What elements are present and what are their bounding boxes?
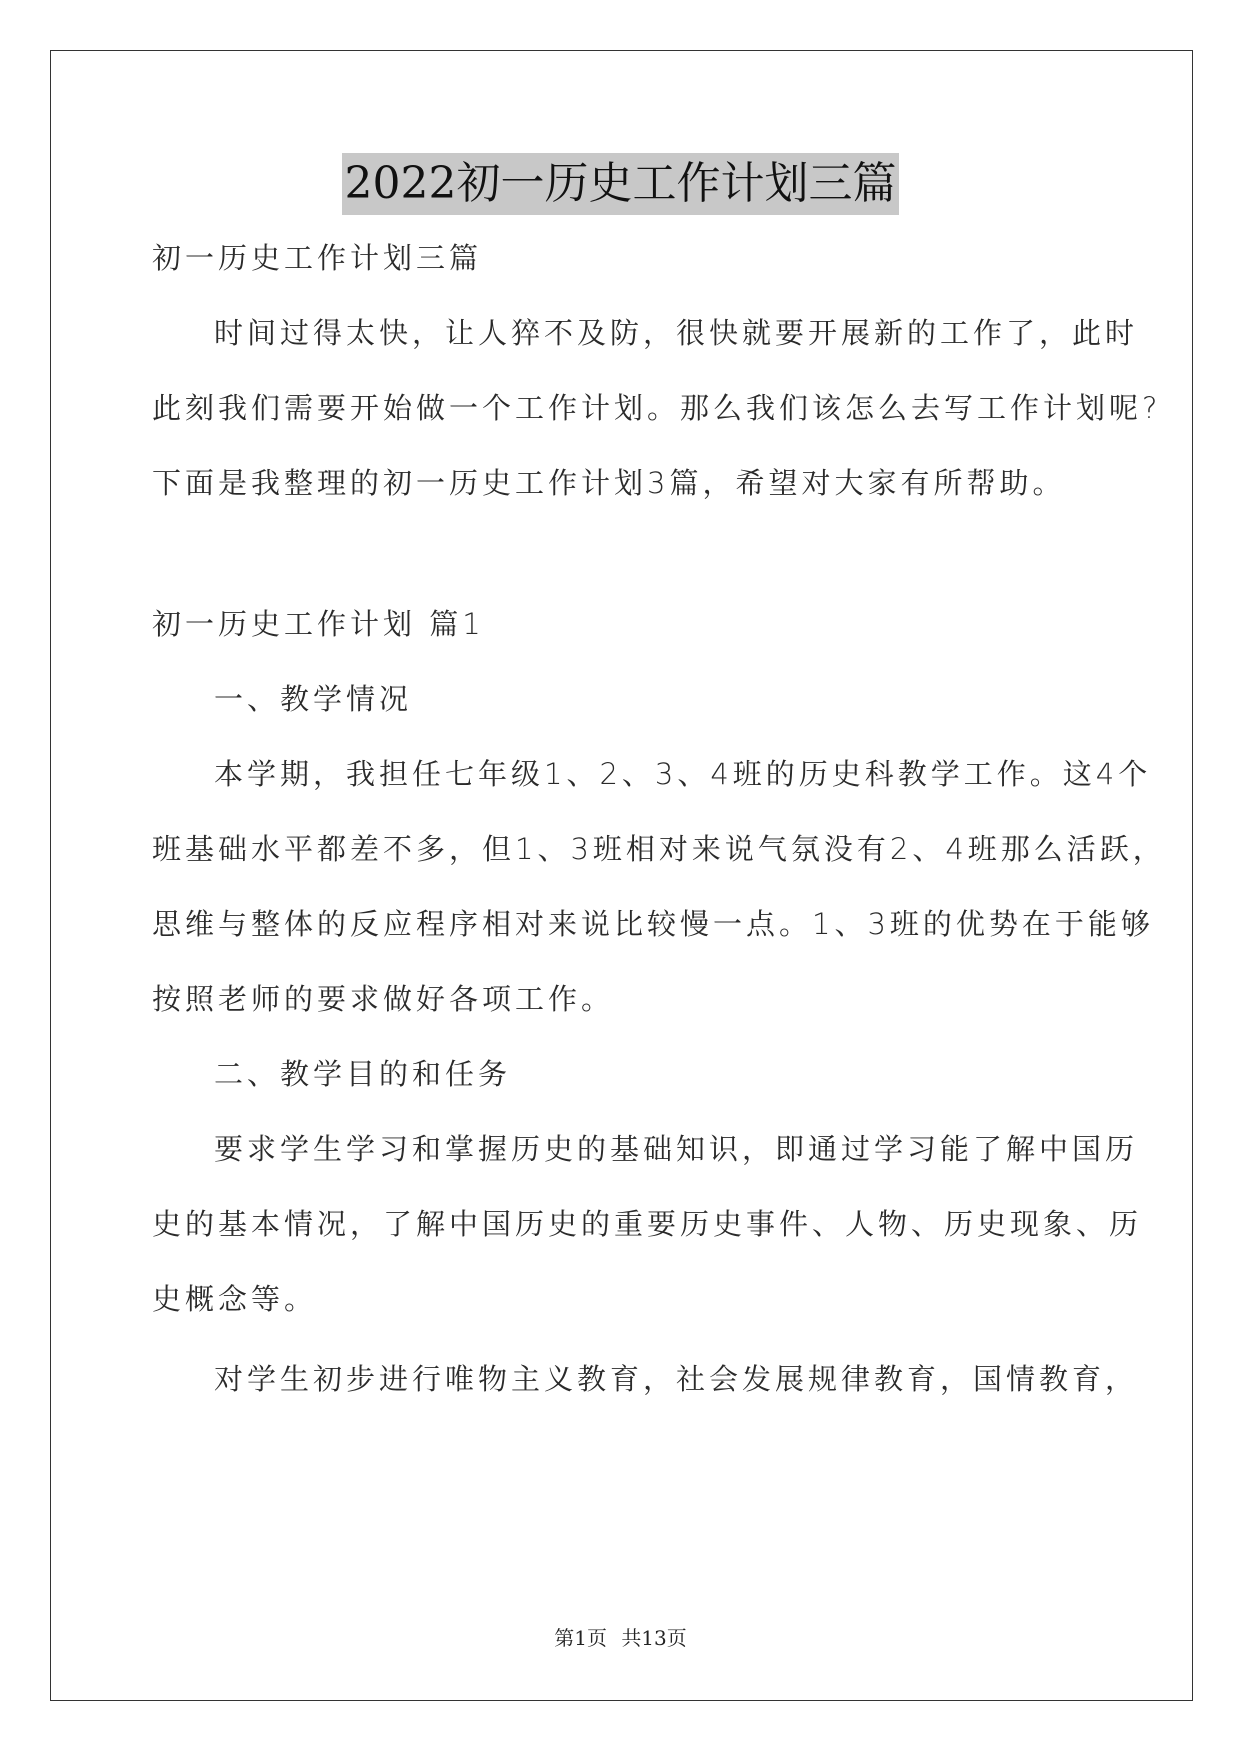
subsection-heading: 一、教学情况 xyxy=(214,682,413,716)
paragraph-line: 对学生初步进行唯物主义教育，社会发展规律教育，国情教育， xyxy=(214,1362,1139,1396)
document-title: 2022初一历史工作计划三篇 xyxy=(342,153,900,215)
page-total: 共13页 xyxy=(621,1626,687,1650)
title-wrap xyxy=(0,153,1241,215)
doc-subtitle: 初一历史工作计划三篇 xyxy=(152,241,483,275)
paragraph-line: 班基础水平都差不多，但1、3班相对来说气氛没有2、4班那么活跃， xyxy=(152,832,1166,866)
page-number: 第1页 xyxy=(554,1626,607,1650)
paragraph-line: 此刻我们需要开始做一个工作计划。那么我们该怎么去写工作计划呢? xyxy=(152,391,1162,425)
paragraph-line: 思维与整体的反应程序相对来说比较慢一点。1、3班的优势在于能够 xyxy=(152,907,1154,941)
paragraph-line: 史概念等。 xyxy=(152,1282,318,1316)
subsection-heading: 二、教学目的和任务 xyxy=(214,1057,512,1091)
paragraph-line: 下面是我整理的初一历史工作计划3篇，希望对大家有所帮助。 xyxy=(152,466,1066,500)
section-heading: 初一历史工作计划 篇1 xyxy=(152,607,485,641)
paragraph-line: 要求学生学习和掌握历史的基础知识，即通过学习能了解中国历 xyxy=(214,1132,1139,1166)
paragraph-line: 时间过得太快，让人猝不及防，很快就要开展新的工作了，此时 xyxy=(214,316,1139,350)
paragraph-line: 本学期，我担任七年级1、2、3、4班的历史科教学工作。这4个 xyxy=(214,757,1152,791)
paragraph-line: 按照老师的要求做好各项工作。 xyxy=(152,982,615,1016)
page-footer xyxy=(0,1622,1241,1651)
paragraph-line: 史的基本情况，了解中国历史的重要历史事件、人物、历史现象、历 xyxy=(152,1207,1143,1241)
